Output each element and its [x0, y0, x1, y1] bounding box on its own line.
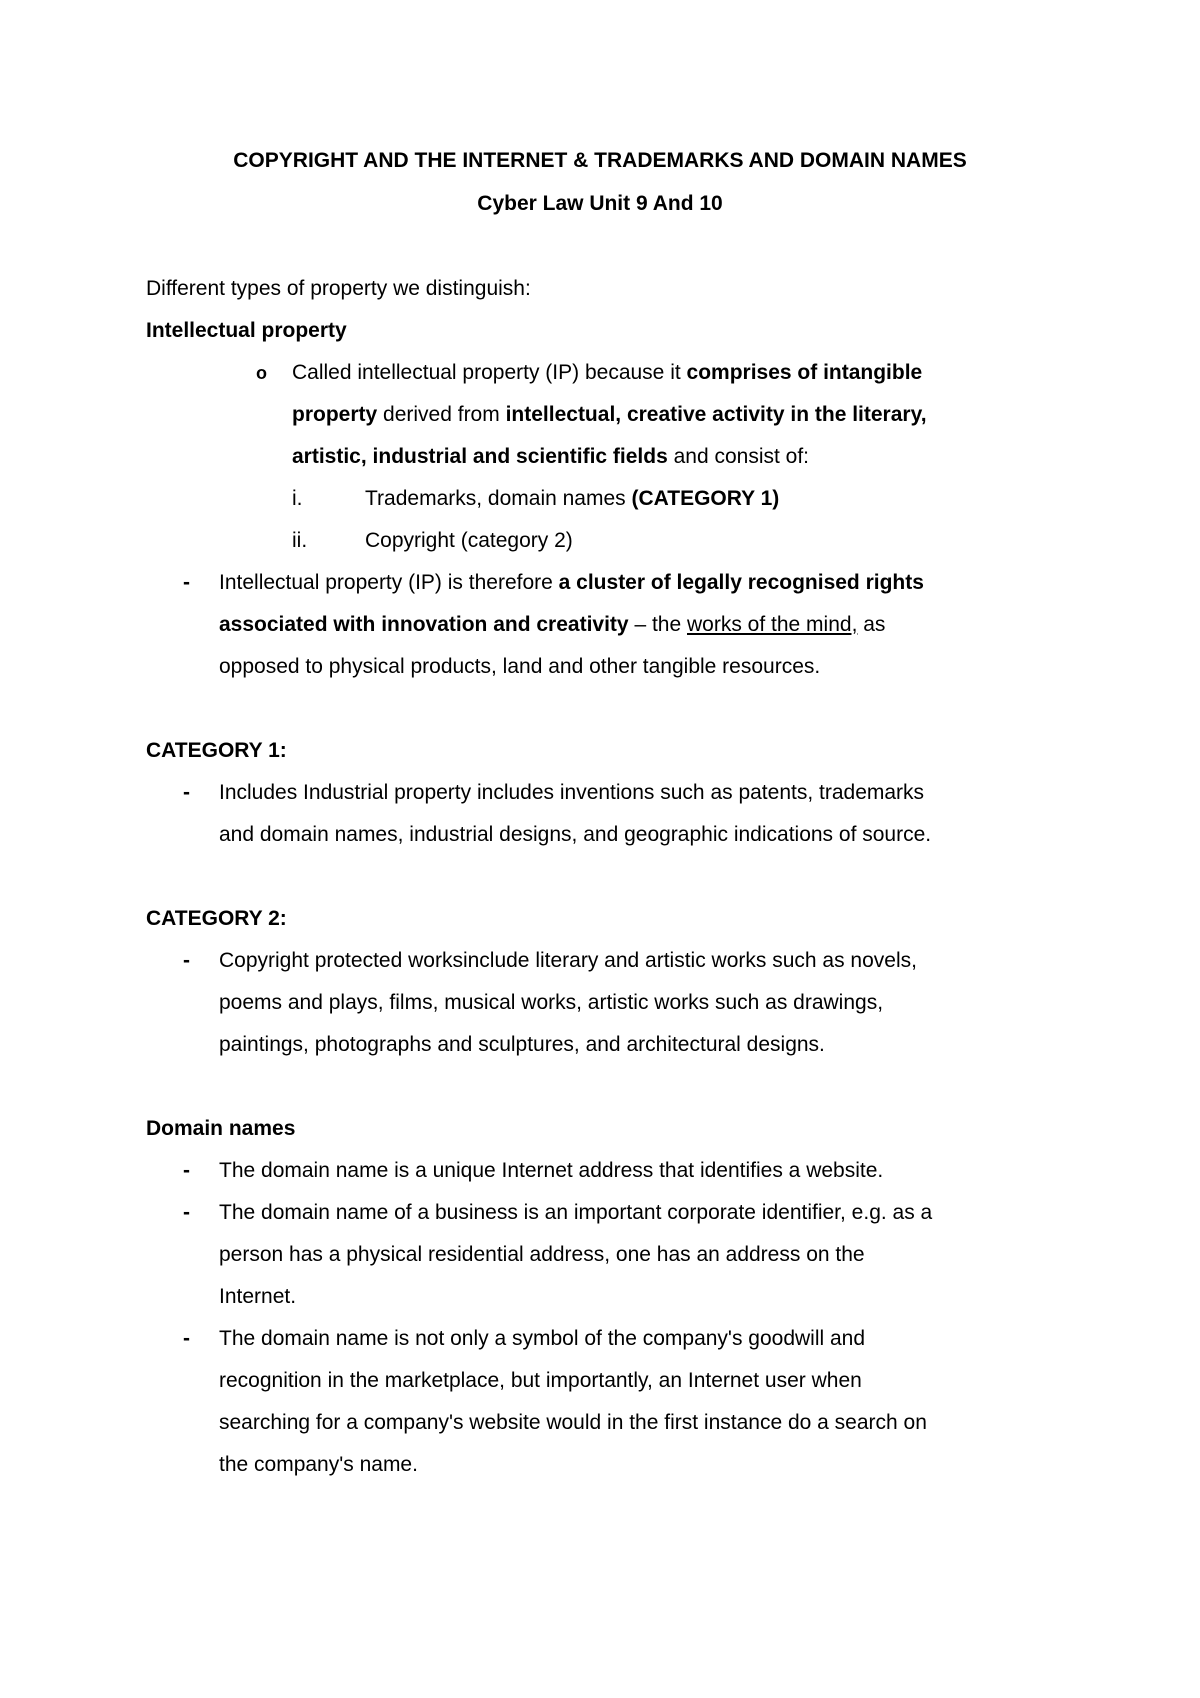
ip-sub-text: derived from — [377, 403, 506, 426]
category-1-line-1: Includes Industrial property includes inventions such as patents, trademarks — [219, 781, 925, 804]
ip-sub-bold: artistic, industrial and scientific fields — [292, 445, 668, 468]
ip-p2-text: Intellectual property (IP) is therefore — [219, 571, 559, 594]
dash-bullet-icon: - — [183, 1159, 190, 1182]
ip-p2-line-2 — [219, 614, 885, 635]
ip-sub-bold: property — [292, 403, 378, 426]
domain-bullet-3-line-3: searching for a company's website would in the first instance do a search on — [219, 1411, 927, 1434]
ip-p2-line-3: opposed to physical products, land and other tangible resources. — [219, 655, 821, 678]
dash-bullet-icon: - — [183, 1327, 190, 1350]
ip-sub-line-2 — [292, 404, 927, 425]
ip-sub-bold: comprises of intangible — [686, 361, 923, 384]
category-2-line-2: poems and plays, films, musical works, artistic works such as drawings, — [219, 991, 884, 1014]
domain-bullet-3-line-2: recognition in the marketplace, but importantly, an Internet user when — [219, 1369, 862, 1392]
ip-p2-underlined: works of the mind, — [687, 613, 858, 636]
document-title: COPYRIGHT AND THE INTERNET & TRADEMARKS AND DOMAIN NAMES — [233, 149, 967, 172]
roman-numeral: ii. — [292, 529, 308, 552]
roman-item-bold: (CATEGORY 1) — [631, 487, 780, 510]
roman-numeral: i. — [292, 487, 303, 510]
category-2-line-3: paintings, photographs and sculptures, and architectural designs. — [219, 1033, 825, 1056]
ip-p2-text: as — [857, 613, 886, 636]
domain-bullet-2-line-2: person has a physical residential address, one has an address on the — [219, 1243, 865, 1266]
ip-sub-text: and consist of: — [667, 445, 810, 468]
ip-p2-bold: associated with innovation and creativity — [219, 613, 629, 636]
domain-names-heading: Domain names — [146, 1117, 296, 1140]
dash-bullet-icon: - — [183, 571, 190, 594]
domain-bullet-2-line-1: The domain name of a business is an important corporate identifier, e.g. as a — [219, 1201, 933, 1224]
ip-p2-text: – the — [628, 613, 687, 636]
ip-heading: Intellectual property — [146, 319, 347, 342]
dash-bullet-icon: - — [183, 781, 190, 804]
domain-bullet-1: The domain name is a unique Internet address that identifies a website. — [219, 1159, 884, 1182]
roman-item-text: Copyright (category 2) — [365, 529, 573, 552]
document-subtitle: Cyber Law Unit 9 And 10 — [477, 192, 723, 215]
category-1-line-2: and domain names, industrial designs, and geographic indications of source. — [219, 823, 932, 846]
domain-bullet-3-line-1: The domain name is not only a symbol of the company's goodwill and — [219, 1327, 866, 1350]
category-1-heading: CATEGORY 1: — [146, 739, 287, 762]
intro-text: Different types of property we distinguish: — [146, 277, 531, 300]
ip-p2-line-1 — [219, 572, 924, 593]
category-2-heading: CATEGORY 2: — [146, 907, 287, 930]
ip-p2-bold: a cluster of legally recognised rights — [558, 571, 924, 594]
ip-sub-line-1 — [292, 362, 922, 383]
domain-bullet-3-line-4: the company's name. — [219, 1453, 418, 1476]
ip-sub-line-3 — [292, 446, 809, 467]
dash-bullet-icon: - — [183, 949, 190, 972]
domain-bullet-2-line-3: Internet. — [219, 1285, 297, 1308]
ip-sub-text: Called intellectual property (IP) because it — [292, 361, 687, 384]
category-2-line-1: Copyright protected worksinclude literary and artistic works such as novels, — [219, 949, 917, 972]
ip-sub-bold: intellectual, creative activity in the literary, — [505, 403, 927, 426]
roman-item-text — [365, 488, 779, 509]
circle-bullet-icon: o — [256, 363, 267, 383]
dash-bullet-icon: - — [183, 1201, 190, 1224]
roman-item-plain: Trademarks, domain names — [365, 487, 632, 510]
